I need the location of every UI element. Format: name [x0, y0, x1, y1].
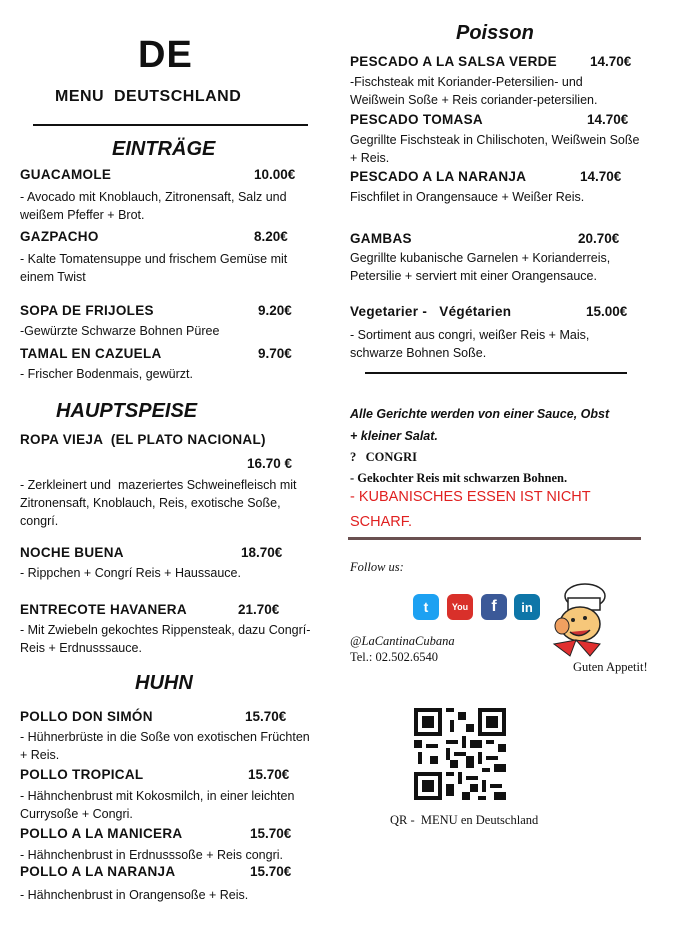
menu-item-desc: Fischfilet in Orangensauce + Weißer Reis.	[350, 190, 585, 204]
note-line: ? CONGRI	[350, 450, 418, 464]
twitter-icon[interactable]: t	[413, 594, 439, 620]
menu-item-desc: -Fischsteak mit Koriander-Petersilien- und Weißwein Soße + Reis coriander-petersilien.	[350, 75, 598, 107]
menu-item-price: 15.70€	[250, 864, 292, 879]
divider	[348, 537, 641, 540]
note-line: Alle Gerichte werden von einer Sauce, Obst	[350, 407, 610, 421]
menu-item-name: POLLO TROPICAL	[20, 767, 144, 782]
menu-item-price: 15.00€	[586, 304, 628, 319]
menu-item-desc: - Rippchen + Congrí Reis + Haussauce.	[20, 566, 241, 580]
menu-item-price: 16.70 €	[247, 456, 293, 471]
warning-text: SCHARF.	[350, 514, 413, 530]
divider	[33, 124, 308, 126]
menu-item-desc: Gegrillte Fischsteak in Chilischoten, Weißwein Soße + Reis.	[350, 133, 640, 165]
qr-code[interactable]	[414, 708, 506, 800]
menu-item-price: 8.20€	[254, 229, 288, 244]
menu-item-price: 9.70€	[258, 346, 292, 361]
menu-item-name: POLLO A LA MANICERA	[20, 826, 183, 841]
menu-item-desc: - Hühnerbrüste in die Soße von exotischen Früchten + Reis.	[20, 730, 310, 762]
qr-caption: QR - MENU en Deutschland	[390, 813, 539, 827]
menu-item-price: 9.20€	[258, 303, 292, 318]
menu-item-price: 20.70€	[578, 231, 620, 246]
menu-item-name: ENTRECOTE HAVANERA	[20, 602, 187, 617]
menu-item-name: SOPA DE FRIJOLES	[20, 303, 154, 318]
menu-item-price: 15.70€	[245, 709, 287, 724]
menu-item-desc: - Hähnchenbrust in Erdnusssoße + Reis congri.	[20, 848, 283, 862]
menu-item-desc: - Zerkleinert und mazeriertes Schweinefleisch mit Zitronensaft, Knoblauch, Reis, exotische Soße, congrí.	[20, 478, 300, 528]
greeting-text: Guten Appetit!	[573, 660, 648, 674]
menu-item-price: 14.70€	[590, 54, 632, 69]
menu-item-name: PESCADO TOMASA	[350, 112, 483, 127]
linkedin-icon[interactable]: in	[514, 594, 540, 620]
page-title: DE	[138, 34, 193, 76]
menu-item-desc: Gegrillte kubanische Garnelen + Korianderreis, Petersilie + serviert mit einer Orangensauce.	[350, 251, 611, 283]
chef-icon	[540, 582, 620, 660]
menu-item-desc: - Avocado mit Knoblauch, Zitronensaft, Salz und weißem Pfeffer + Brot.	[20, 190, 287, 222]
menu-item-desc: - Frischer Bodenmais, gewürzt.	[20, 367, 193, 381]
menu-item-desc: - Sortiment aus congri, weißer Reis + Mais, schwarze Bohnen Soße.	[350, 328, 590, 360]
menu-item-name: ROPA VIEJA (EL PLATO NACIONAL)	[20, 432, 266, 447]
menu-item-name: NOCHE BUENA	[20, 545, 124, 560]
section-title-fish: Poisson	[456, 22, 534, 44]
menu-item-desc: - Mit Zwiebeln gekochtes Rippensteak, dazu Congrí-Reis + Erdnusssauce.	[20, 623, 311, 655]
note-line: - Gekochter Reis mit schwarzen Bohnen.	[350, 471, 568, 485]
menu-item-desc: - Hähnchenbrust mit Kokosmilch, in einer leichten Currysoße + Congri.	[20, 789, 295, 821]
section-title-entrees: EINTRÄGE	[112, 138, 216, 160]
section-title-main: HAUPTSPEISE	[56, 400, 198, 422]
menu-item-desc: -Gewürzte Schwarze Bohnen Püree	[20, 324, 220, 338]
menu-item-price: 15.70€	[250, 826, 292, 841]
menu-item-name: GAMBAS	[350, 231, 412, 246]
menu-item-name: PESCADO A LA NARANJA	[350, 169, 527, 184]
menu-item-name: TAMAL EN CAZUELA	[20, 346, 162, 361]
follow-label: Follow us:	[350, 560, 404, 574]
page-subtitle: MENU DEUTSCHLAND	[55, 88, 242, 105]
menu-item-name: GAZPACHO	[20, 229, 99, 244]
menu-item-desc: - Kalte Tomatensuppe und frischem Gemüse mit einem Twist	[20, 252, 288, 284]
menu-item-name: POLLO A LA NARANJA	[20, 864, 176, 879]
facebook-icon[interactable]: f	[481, 594, 507, 620]
menu-item-price: 10.00€	[254, 167, 296, 182]
phone-number: Tel.: 02.502.6540	[350, 650, 439, 664]
youtube-icon[interactable]: You	[447, 594, 473, 620]
menu-item-name: Vegetarier - Végétarien	[350, 304, 512, 319]
menu-item-price: 21.70€	[238, 602, 280, 617]
warning-text: - KUBANISCHES ESSEN IST NICHT	[350, 489, 591, 505]
menu-item-price: 15.70€	[248, 767, 290, 782]
menu-item-price: 14.70€	[580, 169, 622, 184]
menu-item-name: PESCADO A LA SALSA VERDE	[350, 54, 557, 69]
menu-item-price: 18.70€	[241, 545, 283, 560]
menu-item-desc: - Hähnchenbrust in Orangensoße + Reis.	[20, 888, 249, 902]
menu-item-name: GUACAMOLE	[20, 167, 112, 182]
menu-item-name: POLLO DON SIMÓN	[20, 709, 153, 724]
note-line: + kleiner Salat.	[350, 429, 438, 443]
menu-item-price: 14.70€	[587, 112, 629, 127]
divider	[365, 372, 627, 374]
social-handle[interactable]: @LaCantinaCubana	[350, 634, 455, 648]
section-title-chicken: HUHN	[135, 672, 193, 694]
